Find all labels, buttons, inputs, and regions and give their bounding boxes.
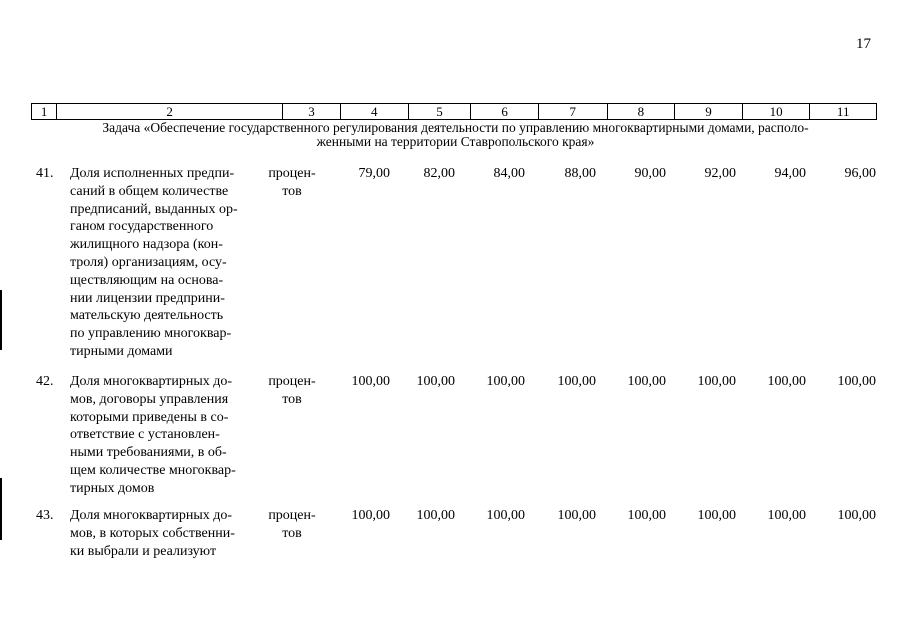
description-line: тирными домами <box>70 343 173 359</box>
task-heading <box>34 121 877 149</box>
header-col-9: 9 <box>674 104 742 119</box>
task-heading-line: женными на территории Ставропольского края» <box>316 134 595 149</box>
value-cell: 100,00 <box>557 374 596 389</box>
header-col-2: 2 <box>56 104 282 119</box>
unit-line: процен- <box>268 166 316 181</box>
description-line: Доля многоквартирных до- <box>70 374 233 389</box>
description-line: ществляющим на основа- <box>70 272 224 288</box>
header-col-4: 4 <box>340 104 408 119</box>
column-number-header <box>31 103 877 120</box>
value-cell: 90,00 <box>634 166 666 181</box>
value-cell: 92,00 <box>704 166 736 181</box>
description-line: жилищного надзора (кон- <box>70 237 223 253</box>
description-line: ными требованиями, в об- <box>70 445 227 461</box>
value-cell: 84,00 <box>493 166 525 181</box>
value-cell: 100,00 <box>767 508 806 523</box>
header-col-8: 8 <box>607 104 675 119</box>
description-line: троля) организациям, осу- <box>70 254 227 270</box>
header-col-10: 10 <box>742 104 810 119</box>
scan-edge-mark <box>0 478 2 540</box>
value-cell: 100,00 <box>697 374 736 389</box>
description-line: тирных домов <box>70 480 155 496</box>
header-col-11: 11 <box>809 104 876 119</box>
unit-line: тов <box>282 183 302 199</box>
description-line: мательскую деятельность <box>70 308 224 324</box>
value-cell: 100,00 <box>837 508 876 523</box>
unit-of-measure <box>264 165 320 201</box>
description-line: мов, в которых собственни- <box>70 525 235 541</box>
description-line: Доля многоквартирных до- <box>70 508 233 523</box>
description-line: которыми приведены в со- <box>70 409 229 425</box>
description-line: ответствие с установлен- <box>70 427 220 443</box>
description-line: ки выбрали и реализуют <box>70 543 217 559</box>
description-line: ганом государственного <box>70 219 214 235</box>
description-line: нии лицензии предприни- <box>70 290 225 306</box>
unit-of-measure <box>264 507 320 543</box>
header-col-3: 3 <box>282 104 340 119</box>
header-col-6: 6 <box>470 104 538 119</box>
header-col-7: 7 <box>538 104 607 119</box>
value-cell: 100,00 <box>767 374 806 389</box>
description-line: по управлению многоквар- <box>70 326 232 342</box>
value-cell: 100,00 <box>486 374 525 389</box>
value-cell: 94,00 <box>774 166 806 181</box>
value-cell: 100,00 <box>351 508 390 523</box>
unit-line: тов <box>282 525 302 541</box>
value-cell: 100,00 <box>557 508 596 523</box>
indicator-description <box>70 165 256 361</box>
value-cell: 79,00 <box>358 166 390 181</box>
value-cell: 100,00 <box>837 374 876 389</box>
unit-of-measure <box>264 373 320 409</box>
value-cell: 88,00 <box>564 166 596 181</box>
value-cell: 100,00 <box>697 508 736 523</box>
value-cell: 100,00 <box>351 374 390 389</box>
value-cell: 82,00 <box>423 166 455 181</box>
scan-edge-mark <box>0 290 2 350</box>
value-cell: 100,00 <box>627 508 666 523</box>
value-cell: 100,00 <box>416 374 455 389</box>
row-number: 43. <box>36 508 54 523</box>
unit-line: процен- <box>268 508 316 523</box>
row-number: 41. <box>36 166 54 181</box>
value-cell: 100,00 <box>627 374 666 389</box>
description-line: мов, договоры управления <box>70 391 229 407</box>
indicator-description <box>70 373 256 498</box>
description-line: саний в общем количестве <box>70 183 229 199</box>
header-col-5: 5 <box>408 104 471 119</box>
task-heading-line: Задача «Обеспечение государственного регулирования деятельности по управлению многоквартирными домами, располо- <box>102 120 809 135</box>
description-line: предписаний, выданных ор- <box>70 201 238 217</box>
description-line: Доля исполненных предпи- <box>70 166 235 181</box>
unit-line: процен- <box>268 374 316 389</box>
value-cell: 100,00 <box>486 508 525 523</box>
header-col-1: 1 <box>40 104 48 119</box>
unit-line: тов <box>282 391 302 407</box>
row-number: 42. <box>36 374 54 389</box>
description-line: щем количестве многоквар- <box>70 462 236 478</box>
indicator-description <box>70 507 256 560</box>
value-cell: 96,00 <box>844 166 876 181</box>
value-cell: 100,00 <box>416 508 455 523</box>
page-number: 17 <box>856 36 871 52</box>
